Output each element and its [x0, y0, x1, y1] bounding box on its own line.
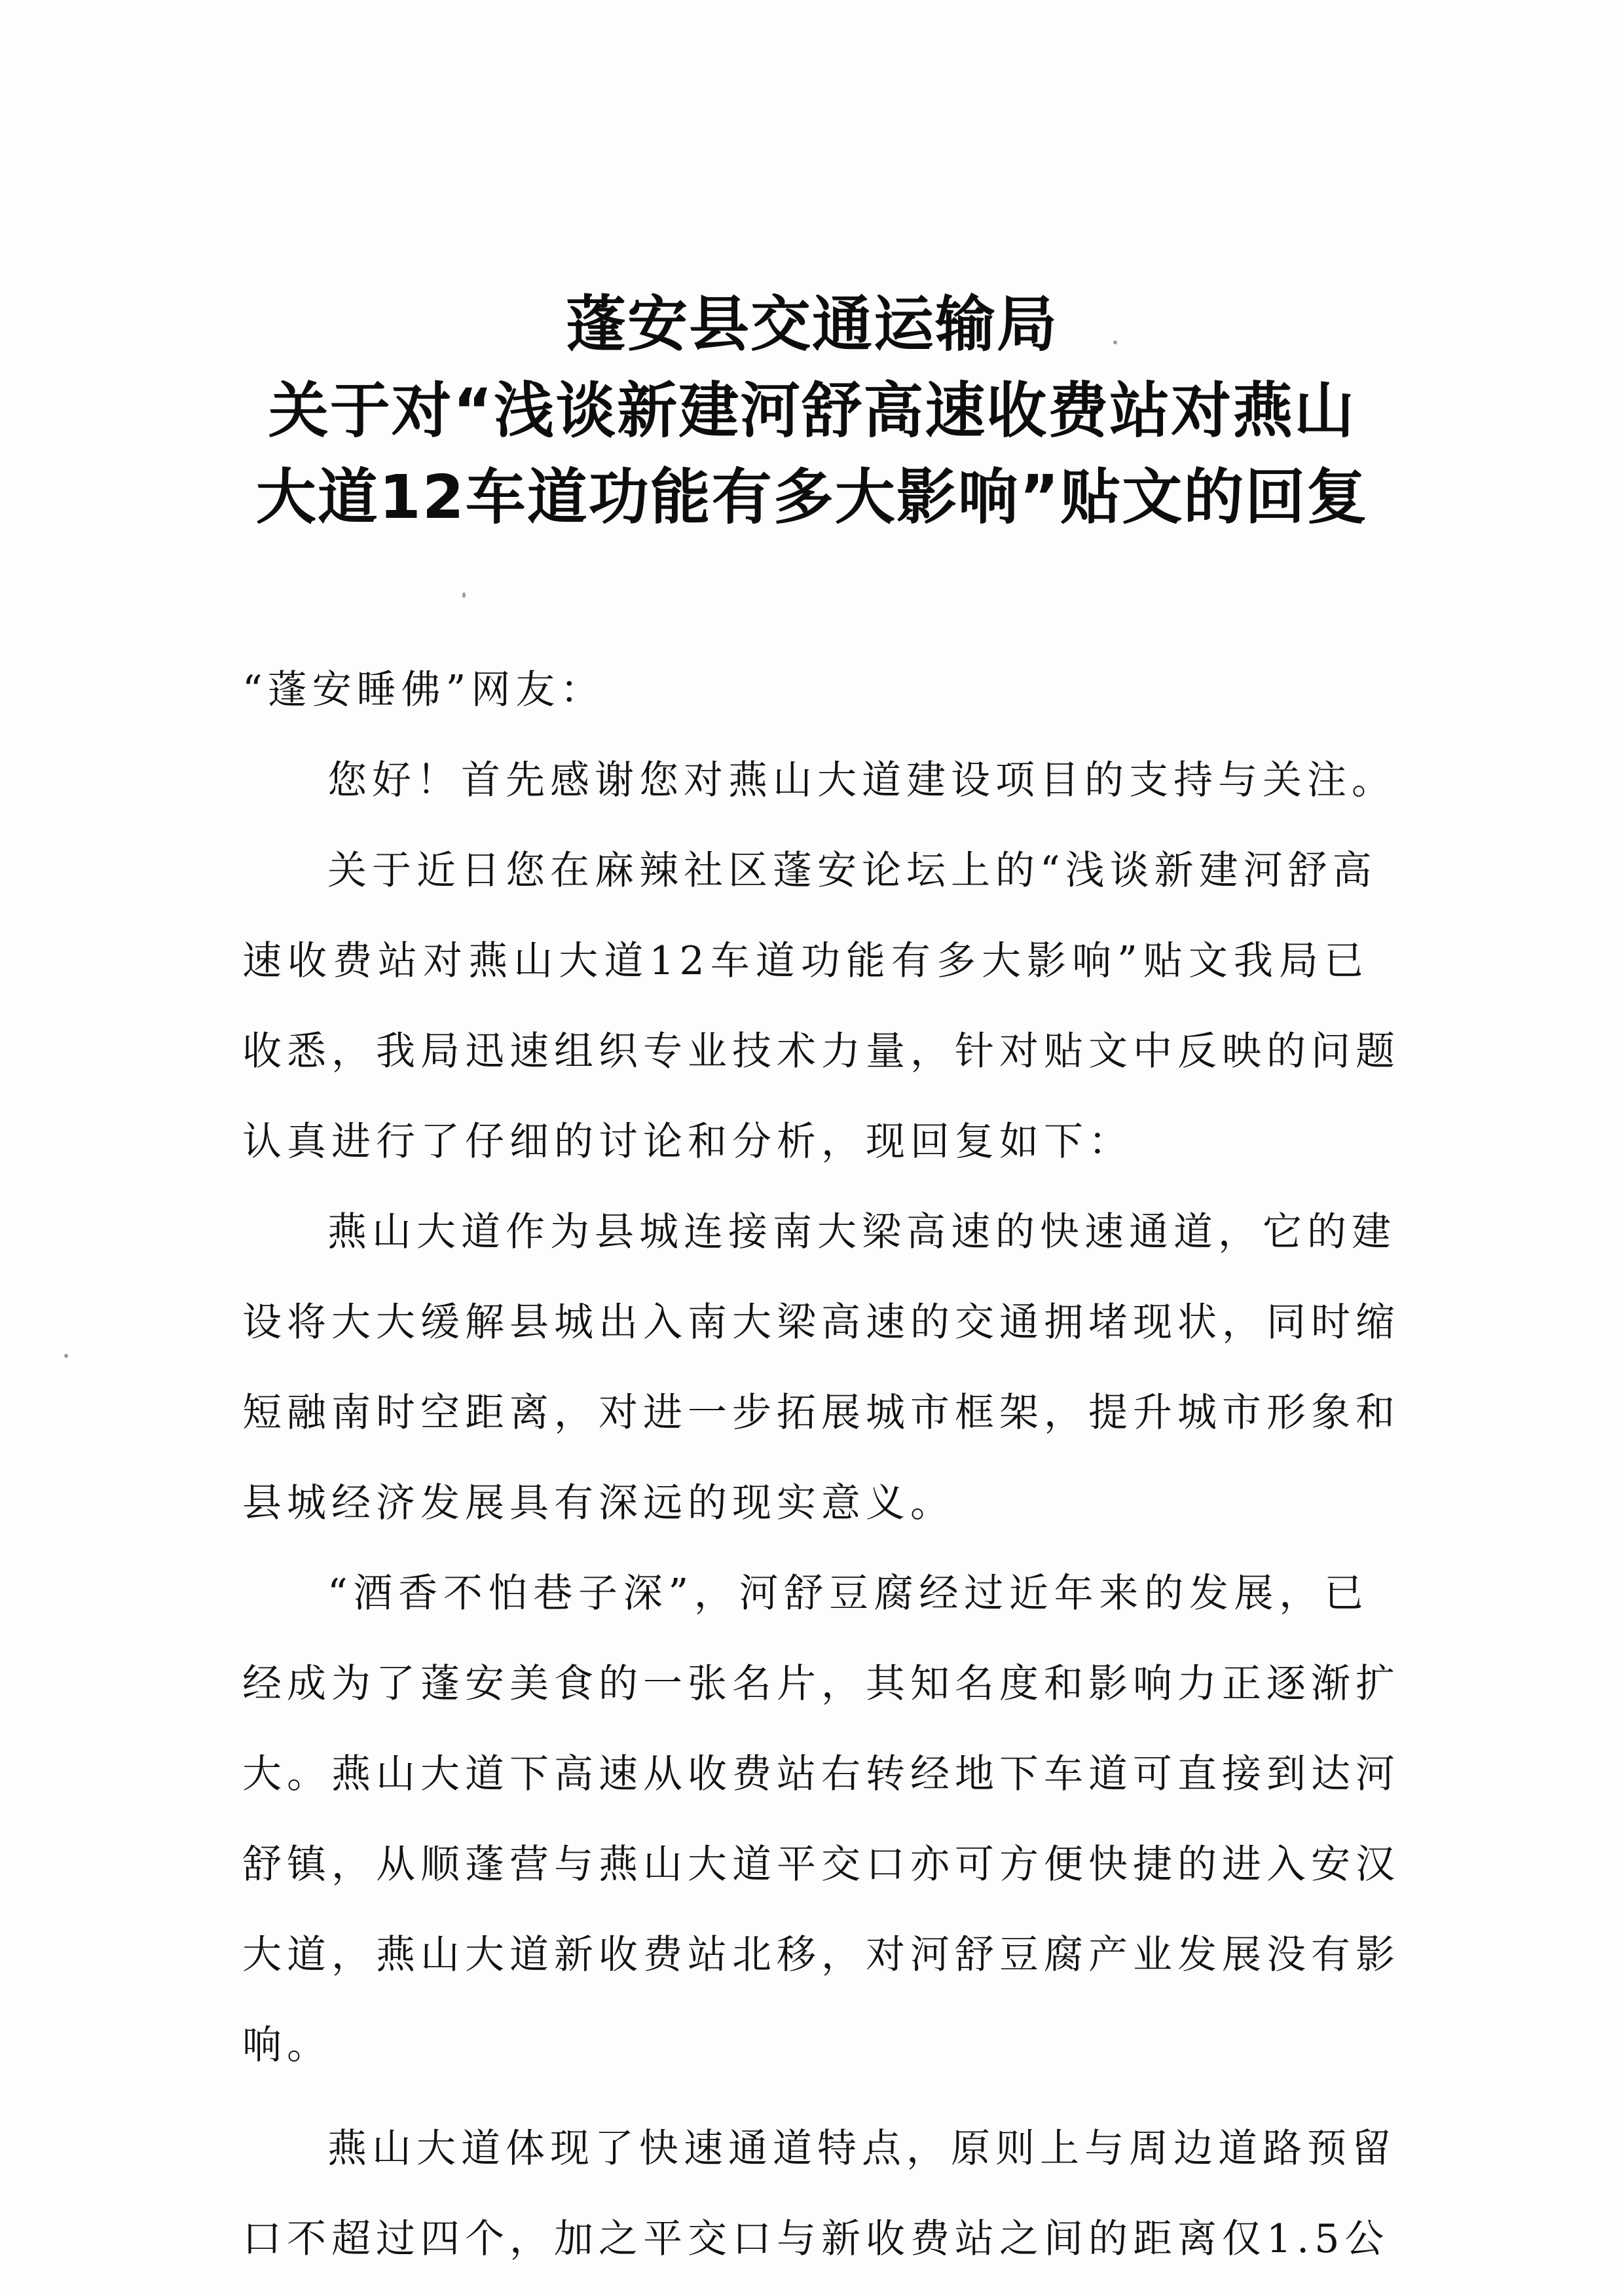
- paragraph-line: 关于近日您在麻辣社区蓬安论坛上的“浅谈新建河舒高: [327, 848, 1377, 894]
- letter-body: [242, 645, 1400, 2284]
- scan-speck: [462, 592, 466, 598]
- scan-speck: [1113, 340, 1117, 344]
- salutation: “蓬安睡佛”网友：: [242, 667, 605, 713]
- scan-speck: [64, 1354, 68, 1358]
- paragraph-line: 设将大大缓解县城出入南大梁高速的交通拥堵现状，同时缩: [242, 1300, 1400, 1345]
- paragraph-line: 大。燕山大道下高速从收费站右转经地下车道可直接到达河: [242, 1751, 1400, 1797]
- paragraph-line: 您好！首先感谢您对燕山大道建设项目的支持与关注。: [327, 757, 1396, 803]
- title-line-issuer: 蓬安县交通运输局: [565, 289, 1058, 359]
- paragraph-line: 速收费站对燕山大道12车道功能有多大影响”贴文我局已: [242, 938, 1369, 984]
- paragraph-tofu-industry: [242, 1548, 1400, 2090]
- title-line-subject-2: 大道12车道功能有多大影响”贴文的回复: [255, 462, 1369, 532]
- paragraph-line: 响。: [242, 2022, 331, 2068]
- paragraph-line: 收悉，我局迅速组织专业技术力量，针对贴文中反映的问题: [242, 1029, 1400, 1074]
- paragraph-line: 大道，燕山大道新收费站北移，对河舒豆腐产业发展没有影: [242, 1932, 1400, 1978]
- paragraph-line: 口不超过四个，加之平交口与新收费站之间的距离仅1.5公: [242, 2216, 1390, 2262]
- document-title: [196, 282, 1428, 541]
- title-line-subject-1: 关于对“浅谈新建河舒高速收费站对燕山: [268, 376, 1356, 446]
- paragraph-line: 短融南时空距离，对进一步拓展城市框架，提升城市形象和: [242, 1390, 1400, 1436]
- paragraph-significance: [242, 1187, 1400, 1548]
- paragraph-greeting: [242, 735, 1396, 826]
- paragraph-expressway: [242, 2104, 1396, 2284]
- paragraph-line: 燕山大道体现了快速通道特点，原则上与周边道路预留: [327, 2126, 1396, 2172]
- paragraph-acknowledgement: [242, 826, 1400, 1187]
- paragraph-line: 认真进行了仔细的讨论和分析，现回复如下：: [242, 1119, 1133, 1165]
- paragraph-line: 县城经济发展具有深远的现实意义。: [242, 1480, 955, 1526]
- paragraph-line: 舒镇，从顺蓬营与燕山大道平交口亦可方便快捷的进入安汉: [242, 1842, 1400, 1887]
- paragraph-line: “酒香不怕巷子深”，河舒豆腐经过近年来的发展，已: [327, 1571, 1369, 1616]
- paragraph-line: 经成为了蓬安美食的一张名片，其知名度和影响力正逐渐扩: [242, 1661, 1400, 1707]
- paragraph-line: 燕山大道作为县城连接南大梁高速的快速通道，它的建: [327, 1209, 1396, 1255]
